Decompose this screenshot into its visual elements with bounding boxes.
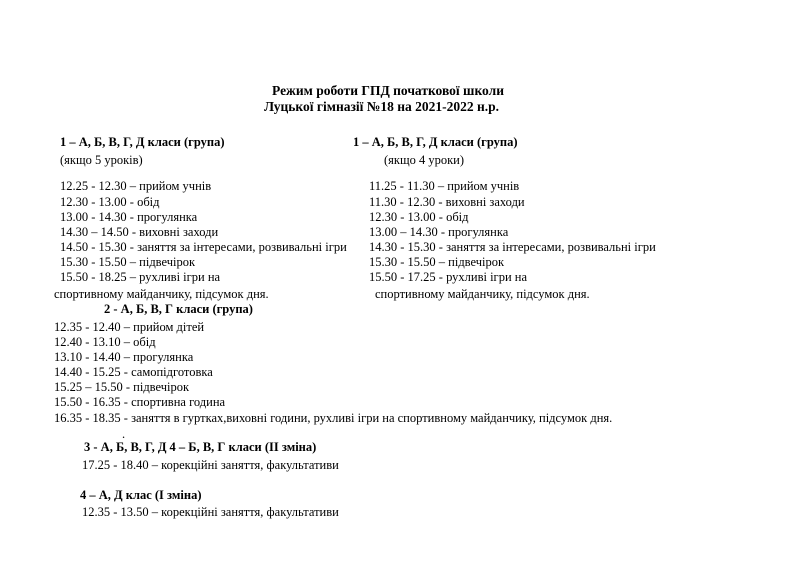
left-block-heading: 1 – А, Б, В, Г, Д класи (група) [60, 135, 225, 149]
left-block-row: 12.30 - 13.00 - обід [60, 195, 160, 209]
left-block-row: 13.00 - 14.30 - прогулянка [60, 210, 198, 224]
left-block-row: 14.50 - 15.30 - заняття за інтересами, розвивальні ігри [60, 240, 347, 254]
right-block-row: 15.50 - 17.25 - рухливі ігри на [369, 270, 527, 284]
left-block-row: 14.30 – 14.50 - виховні заходи [60, 225, 219, 239]
block4-row: 12.35 - 13.50 – корекційні заняття, факультативи [82, 505, 339, 519]
right-block-subheading: (якщо 4 уроки) [384, 153, 465, 167]
left-block-row: 15.50 - 18.25 – рухливі ігри на [60, 270, 221, 284]
left-block-row: 12.25 - 12.30 – прийом учнів [60, 179, 212, 193]
block2-row: 16.35 - 18.35 - заняття в гуртках,виховні години, рухливі ігри на спортивному майданчику, підсумок дня. [54, 411, 613, 425]
left-block-continuation: спортивному майданчику, підсумок дня. [54, 287, 269, 301]
title-line-2: Луцької гімназії №18 на 2021-2022 н.р. [264, 99, 500, 114]
right-block-row: 11.25 - 11.30 – прийом учнів [369, 179, 520, 193]
right-block-continuation: спортивному майданчику, підсумок дня. [375, 287, 590, 301]
right-block-row: 14.30 - 15.30 - заняття за інтересами, розвивальні ігри [369, 240, 656, 254]
title-line-1: Режим роботи ГПД початкової школи [272, 83, 504, 98]
right-block-row: 11.30 - 12.30 - виховні заходи [369, 195, 525, 209]
right-block-row: 13.00 – 14.30 - прогулянка [369, 225, 509, 239]
block3-row: 17.25 - 18.40 – корекційні заняття, факультативи [82, 458, 339, 472]
stray-dot: . [122, 427, 126, 441]
block2-row: 12.35 - 12.40 – прийом дітей [54, 320, 205, 334]
block3-heading: 3 - А, Б, В, Г, Д 4 – Б, В, Г класи (ІІ зміна) [84, 440, 317, 454]
left-block-row: 15.30 - 15.50 – підвечірок [60, 255, 196, 269]
block2-row: 12.40 - 13.10 – обід [54, 335, 156, 349]
right-block-heading: 1 – А, Б, В, Г, Д класи (група) [353, 135, 518, 149]
block2-row: 14.40 - 15.25 - самопідготовка [54, 365, 213, 379]
block2-row: 13.10 - 14.40 – прогулянка [54, 350, 194, 364]
block2-row: 15.25 – 15.50 - підвечірок [54, 380, 190, 394]
right-block-row: 12.30 - 13.00 - обід [369, 210, 469, 224]
block2-heading: 2 - А, Б, В, Г класи (група) [104, 302, 253, 316]
block2-row: 15.50 - 16.35 - спортивна година [54, 395, 226, 409]
left-block-subheading: (якщо 5 уроків) [60, 153, 143, 167]
block4-heading: 4 – А, Д клас (І зміна) [80, 488, 202, 502]
right-block-row: 15.30 - 15.50 – підвечірок [369, 255, 505, 269]
